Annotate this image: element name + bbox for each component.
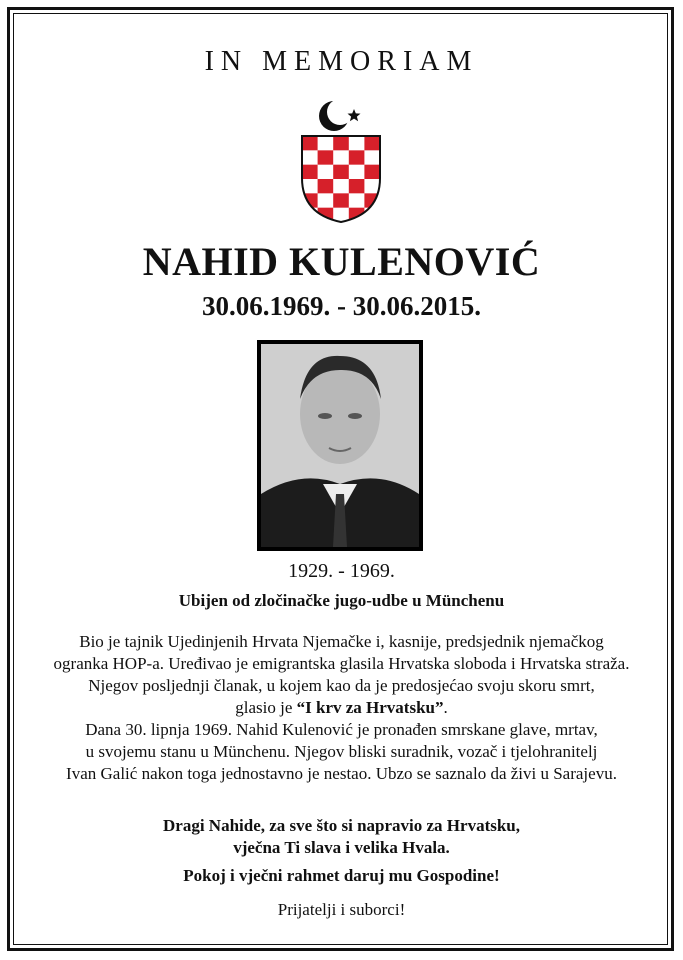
page-title: IN MEMORIAM [204, 46, 479, 77]
article-title: “I krv za Hrvatsku” [296, 698, 444, 717]
crescent-checkerboard-emblem [300, 96, 382, 224]
deceased-name: NAHID KULENOVIĆ [142, 239, 541, 284]
closing-message [0, 815, 683, 859]
bio-text: glasio je [235, 698, 297, 717]
signature: Prijatelji i suborci! [277, 900, 406, 919]
life-years: 1929. - 1969. [288, 560, 395, 582]
bio-line: ogranka HOP-a. Uređivao je emigrantska glasila Hrvatska sloboda i Hrvatska straža. [53, 654, 630, 673]
portrait-figure-icon [261, 344, 419, 547]
crescent-star-icon [319, 99, 361, 131]
checkerboard-shield-icon [302, 136, 380, 224]
closing-line: vječna Ti slava i velika Hvala. [233, 838, 450, 857]
bio-text: . [443, 698, 448, 717]
prayer: Pokoj i vječni rahmet daruj mu Gospodine! [183, 866, 500, 885]
bio-line: Dana 30. lipnja 1969. Nahid Kulenović je pronađen smrskane glave, mrtav, [85, 720, 598, 739]
biography [0, 631, 683, 785]
bio-line: Bio je tajnik Ujedinjenih Hrvata Njemačke i, kasnije, predsjednik njemačkog [79, 632, 604, 651]
bio-line: Njegov posljednji članak, u kojem kao da je predosjećao svoju skoru smrt, [88, 676, 595, 695]
portrait-photo [257, 340, 423, 551]
closing-line: Dragi Nahide, za sve što si napravio za Hrvatsku, [163, 816, 520, 835]
bio-line [0, 697, 683, 719]
cause-of-death: Ubijen od zločinačke jugo-udbe u Münchenu [178, 591, 505, 610]
bio-line: Ivan Galić nakon toga jednostavno je nestao. Ubzo se saznalo da živi u Sarajevu. [66, 764, 617, 783]
bio-line: u svojemu stanu u Münchenu. Njegov bliski suradnik, vozač i tjelohranitelj [85, 742, 598, 761]
memorial-dates: 30.06.1969. - 30.06.2015. [202, 291, 481, 321]
